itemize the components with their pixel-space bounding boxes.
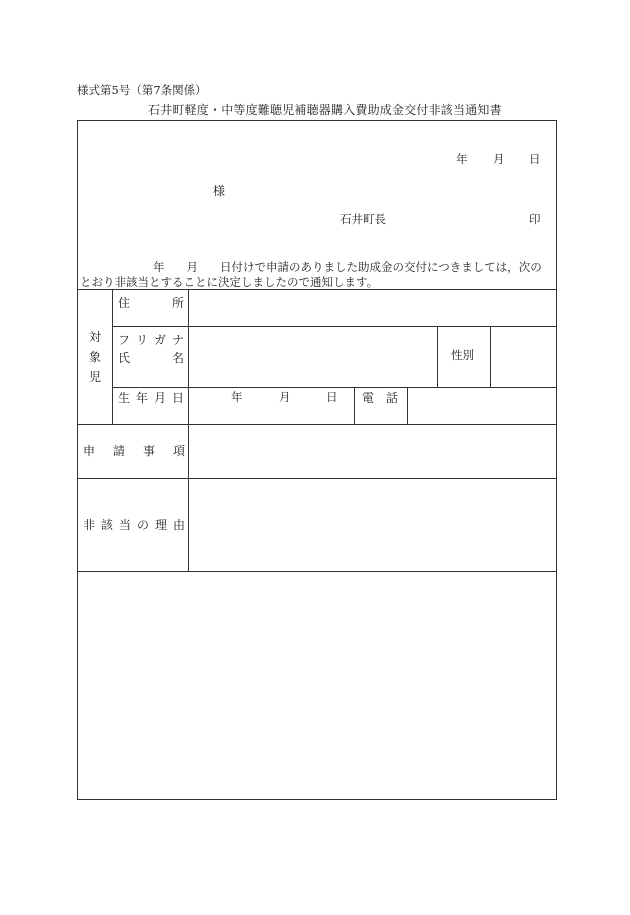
birthdate-label-char-2: 年 [136, 391, 149, 405]
form-frame [77, 120, 557, 800]
notice-date-year: 年 [456, 152, 468, 166]
application-label-char-4: 項 [173, 444, 186, 458]
name-label-char-1: 氏 [118, 351, 131, 365]
phone-value-divider [407, 387, 408, 424]
name-sex-divider [437, 326, 438, 387]
phone-label-char-1: 電 [362, 391, 375, 405]
application-label-char-2: 請 [113, 444, 126, 458]
notice-line-2: とおり非該当とすることに決定しましたので通知します。 [80, 275, 379, 289]
reason-label-char-5: 理 [155, 518, 168, 532]
notice-line-1-rest: 日付けで申請のありました助成金の交付につきましては，次の [220, 260, 542, 274]
birthdate-label-char-3: 月 [154, 391, 167, 405]
form-number: 様式第5号（第7条関係） [77, 83, 207, 97]
furigana-label-char-3: ガ [154, 333, 167, 347]
address-label-char-2: 所 [172, 296, 185, 310]
subject-label-divider [112, 289, 113, 424]
addressee-suffix: 様 [213, 184, 226, 198]
birthdate-day-unit: 日 [326, 390, 338, 404]
birthdate-label-char-1: 生 [118, 391, 131, 405]
reason-label-char-2: 該 [101, 518, 114, 532]
reason-label-char-3: 当 [119, 518, 132, 532]
reason-row-rule [77, 571, 557, 572]
application-row-rule [77, 478, 557, 479]
furigana-label-char-2: リ [136, 333, 149, 347]
sex-value-divider [490, 326, 491, 387]
name-label-char-2: 名 [172, 351, 185, 365]
reason-label-char-1: 非 [83, 518, 96, 532]
document-title: 石井町軽度・中等度難聴児補聴器購入費助成金交付非該当通知書 [148, 103, 502, 117]
notice-line-1 [80, 262, 542, 274]
birthdate-month-unit: 月 [279, 390, 291, 404]
notice-date-day: 日 [529, 152, 541, 166]
notice-year: 年 [153, 260, 165, 274]
birthdate-label-char-4: 日 [172, 391, 185, 405]
birthdate-year-unit: 年 [231, 390, 243, 404]
subject-block-rule [77, 424, 557, 425]
name-row-rule [112, 387, 557, 388]
subject-child-label: 対 象 児 [88, 330, 101, 384]
reason-label-char-6: 由 [173, 518, 186, 532]
application-label-char-1: 申 [83, 444, 96, 458]
furigana-label-char-4: ナ [172, 333, 185, 347]
notice-month: 月 [186, 260, 198, 274]
furigana-label-char-1: フ [118, 333, 131, 347]
birthdate-phone-divider [354, 387, 355, 424]
address-label-char-1: 住 [118, 296, 131, 310]
sex-label: 性別 [451, 348, 474, 362]
label-column-divider [188, 289, 189, 571]
phone-label-char-2: 話 [386, 391, 399, 405]
notice-date-month: 月 [493, 152, 505, 166]
reason-label-char-4: の [137, 518, 150, 532]
issuer-name: 石井町長 [340, 212, 386, 226]
seal-mark: 印 [529, 212, 541, 226]
application-label-char-3: 事 [143, 444, 156, 458]
table-top-rule [77, 289, 557, 290]
